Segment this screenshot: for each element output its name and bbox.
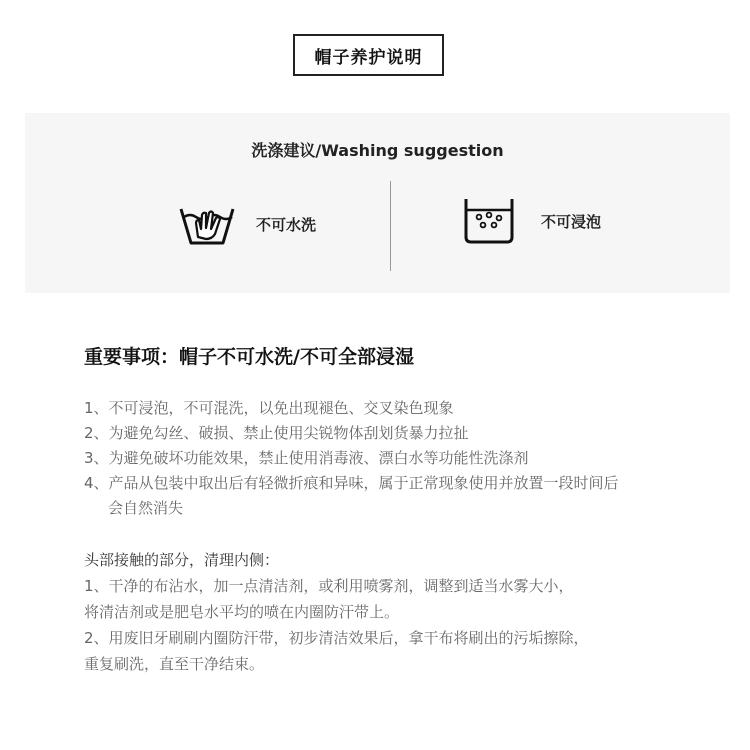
no-soak-icon (463, 197, 515, 245)
list-item: 1、干净的布沾水，加一点清洁剂，或利用喷雾剂，调整到适当水雾大小， (84, 577, 574, 595)
washing-heading: 洗涤建议/Washing suggestion (251, 141, 504, 160)
care-label-no-soak: 不可浸泡 (541, 212, 602, 231)
list-item: 3、为避免破坏功能效果，禁止使用消毒液、漂白水等功能性洗涤剂 (84, 449, 529, 467)
head-contact-title: 头部接触的部分，清理内侧： (84, 551, 280, 569)
list-item: 1、不可浸泡，不可混洗，以免出现褪色、交叉染色现象 (84, 399, 454, 417)
care-label-no-hand-wash: 不可水洗 (256, 215, 317, 234)
head-contact-list (84, 573, 704, 677)
list-item: 将清洁剂或是肥皂水平均的喷在内圈防汗带上。 (84, 603, 400, 621)
notice-list (84, 396, 704, 521)
care-item-no-hand-wash (178, 201, 316, 247)
care-item-no-soak (463, 197, 601, 245)
page-title: 帽子养护说明 (293, 34, 444, 76)
list-item-continuation: 会自然消失 (108, 499, 184, 517)
list-item: 4、产品从包装中取出后有轻微折痕和异味，属于正常现象使用并放置一段时间后 (84, 474, 619, 492)
no-hand-wash-icon (178, 201, 236, 247)
list-item: 2、用废旧牙刷刷内圈防汗带，初步清洁效果后，拿干布将刷出的污垢擦除， (84, 629, 589, 647)
list-item: 重复刷洗，直至干净结束。 (84, 655, 265, 673)
washing-suggestion-panel (25, 113, 730, 293)
notice-title: 重要事项：帽子不可水洗/不可全部浸湿 (84, 346, 414, 368)
panel-divider (390, 181, 391, 271)
list-item: 2、为避免勾丝、破损、禁止使用尖锐物体刮划货暴力拉扯 (84, 424, 469, 442)
